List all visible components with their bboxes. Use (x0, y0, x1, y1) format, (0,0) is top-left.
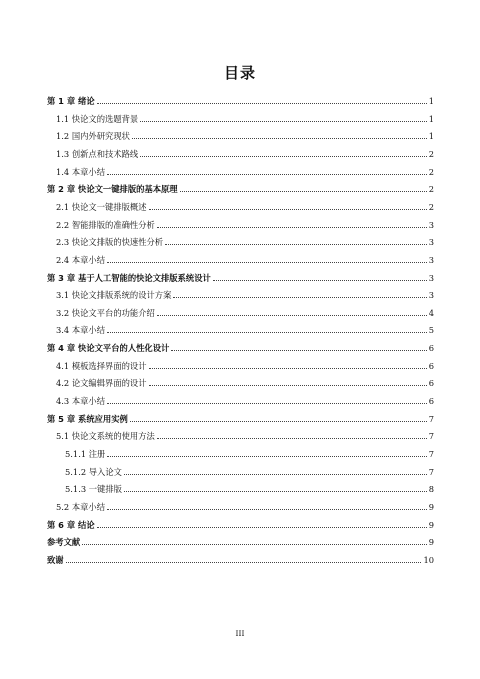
toc-section-entry[interactable] (56, 359, 434, 373)
toc-section-entry[interactable] (65, 465, 434, 479)
dot-leader (107, 323, 427, 333)
toc-section-entry[interactable] (56, 500, 434, 514)
toc-entry-page-number: 7 (428, 466, 434, 477)
toc-entry-page-number: 4 (428, 307, 434, 318)
toc-section-entry[interactable] (56, 306, 434, 320)
toc-entry-page-number: 2 (428, 148, 434, 159)
toc-entry-page-number: 7 (428, 449, 434, 459)
toc-section-entry[interactable] (56, 253, 434, 267)
dot-leader (149, 359, 427, 369)
toc-entry-page-number: 1 (428, 113, 434, 124)
toc-section-entry[interactable] (56, 200, 434, 214)
toc-section-entry[interactable] (65, 447, 434, 461)
toc-chapter-entry[interactable] (47, 535, 434, 549)
toc-section-entry[interactable] (56, 394, 434, 408)
toc-entry-page-number: 2 (428, 166, 434, 177)
toc-entry-page-number: 5 (428, 325, 434, 336)
toc-section-entry[interactable] (56, 165, 434, 179)
toc-entry-label: 2.2 智能排版的准确性分析 (56, 219, 155, 230)
toc-entry-page-number: 1 (428, 131, 434, 142)
dot-leader (97, 518, 427, 528)
toc-chapter-entry[interactable] (47, 518, 434, 532)
dot-leader (107, 500, 427, 510)
dot-leader (173, 288, 426, 298)
dot-leader (157, 306, 427, 316)
toc-chapter-entry[interactable] (47, 94, 434, 108)
toc-chapter-entry[interactable] (47, 553, 434, 567)
toc-section-entry[interactable] (65, 482, 434, 496)
dot-leader (124, 465, 427, 475)
toc-entry-label: 2.3 快论文排版的快速性分析 (56, 237, 164, 248)
toc-entry-label: 3.4 本章小结 (56, 325, 106, 336)
dot-leader (107, 394, 427, 404)
dot-leader (82, 535, 427, 545)
dot-leader (130, 412, 427, 422)
dot-leader (157, 429, 427, 439)
toc-chapter-entry[interactable] (47, 182, 434, 196)
toc-section-entry[interactable] (56, 429, 434, 443)
toc-chapter-entry[interactable] (47, 412, 434, 426)
toc-section-entry[interactable] (56, 376, 434, 390)
page-number: III (235, 629, 245, 638)
toc-section-entry[interactable] (56, 112, 434, 126)
toc-entry-page-number: 6 (428, 396, 434, 407)
toc-entry-page-number: 2 (428, 184, 434, 195)
dot-leader (124, 482, 427, 492)
toc-entry-label: 3.2 快论文平台的功能介绍 (56, 307, 155, 318)
toc-entry-label: 第 3 章 基于人工智能的快论文排版系统设计 (47, 272, 211, 283)
dot-leader (149, 200, 427, 210)
toc-chapter-entry[interactable] (47, 271, 434, 285)
toc-entry-label: 致谢 (47, 554, 64, 565)
toc-entry-page-number: 6 (428, 343, 434, 354)
toc-entry-label: 4.3 本章小结 (56, 396, 106, 407)
toc-entry-label: 5.1 快论文系统的使用方法 (56, 431, 155, 442)
dot-leader (157, 218, 427, 228)
toc-entry-page-number: 7 (428, 413, 434, 424)
toc-entry-label: 5.1.3 一键排版 (65, 484, 122, 495)
toc-entry-label: 1.1 快论文的选题背景 (56, 113, 139, 124)
toc-section-entry[interactable] (56, 235, 434, 249)
dot-leader (140, 112, 427, 122)
toc-entry-page-number: 2 (428, 201, 434, 212)
toc-entry-page-number: 3 (428, 219, 434, 230)
toc-entry-label: 5.1.1 注册 (65, 449, 106, 459)
toc-entry-label: 第 6 章 结论 (47, 519, 95, 530)
toc-entry-page-number: 9 (428, 537, 434, 548)
toc-entry-label: 1.4 本章小结 (56, 166, 106, 177)
dot-leader (180, 182, 427, 192)
dot-leader (149, 376, 427, 386)
toc-entry-label: 1.3 创新点和技术路线 (56, 148, 139, 159)
toc-entry-label: 参考文献 (47, 537, 81, 548)
dot-leader (66, 553, 422, 563)
dot-leader (140, 147, 427, 157)
toc-entry-label: 4.1 模板选择界面的设计 (56, 360, 147, 371)
toc-entry-page-number: 9 (428, 519, 434, 530)
dot-leader (132, 129, 427, 139)
toc-entry-label: 第 5 章 系统应用实例 (47, 413, 128, 424)
toc-entry-label: 第 4 章 快论文平台的人性化设计 (47, 343, 170, 354)
toc-entry-page-number: 3 (428, 290, 434, 301)
toc-entry-page-number: 3 (428, 237, 434, 248)
toc-entry-page-number: 3 (428, 254, 434, 265)
toc-chapter-entry[interactable] (47, 341, 434, 355)
dot-leader (213, 271, 427, 281)
toc-entry-label: 1.2 国内外研究现状 (56, 131, 130, 142)
dot-leader (171, 341, 426, 351)
toc-section-entry[interactable] (56, 323, 434, 337)
toc-entry-page-number: 6 (428, 378, 434, 389)
dot-leader (165, 235, 427, 245)
toc-entry-page-number: 3 (428, 272, 434, 283)
toc-entry-page-number: 7 (428, 431, 434, 442)
toc-section-entry[interactable] (56, 147, 434, 161)
toc-entry-page-number: 10 (423, 554, 434, 565)
dot-leader (97, 94, 427, 104)
toc-entry-label: 4.2 论文编辑界面的设计 (56, 378, 147, 389)
toc-section-entry[interactable] (56, 288, 434, 302)
toc-section-entry[interactable] (56, 129, 434, 143)
dot-leader (107, 165, 427, 175)
page-title: 目录 (223, 64, 256, 82)
toc-entry-page-number: 8 (428, 484, 434, 495)
toc-entry-label: 2.4 本章小结 (56, 254, 106, 265)
toc-entry-label: 3.1 快论文排版系统的设计方案 (56, 290, 172, 301)
toc-entry-label: 2.1 快论文一键排版概述 (56, 201, 147, 212)
toc-entry-label: 5.1.2 导入论文 (65, 466, 122, 477)
dot-leader (107, 253, 427, 263)
toc-entry-page-number: 1 (428, 96, 434, 106)
toc-section-entry[interactable] (56, 218, 434, 232)
dot-leader (107, 447, 426, 457)
toc-entry-label: 第 1 章 绪论 (47, 96, 95, 106)
toc-entry-label: 5.2 本章小结 (56, 501, 106, 512)
toc-entry-page-number: 9 (428, 501, 434, 512)
toc-entry-label: 第 2 章 快论文一键排版的基本原理 (47, 184, 178, 195)
toc-entry-page-number: 6 (428, 360, 434, 371)
